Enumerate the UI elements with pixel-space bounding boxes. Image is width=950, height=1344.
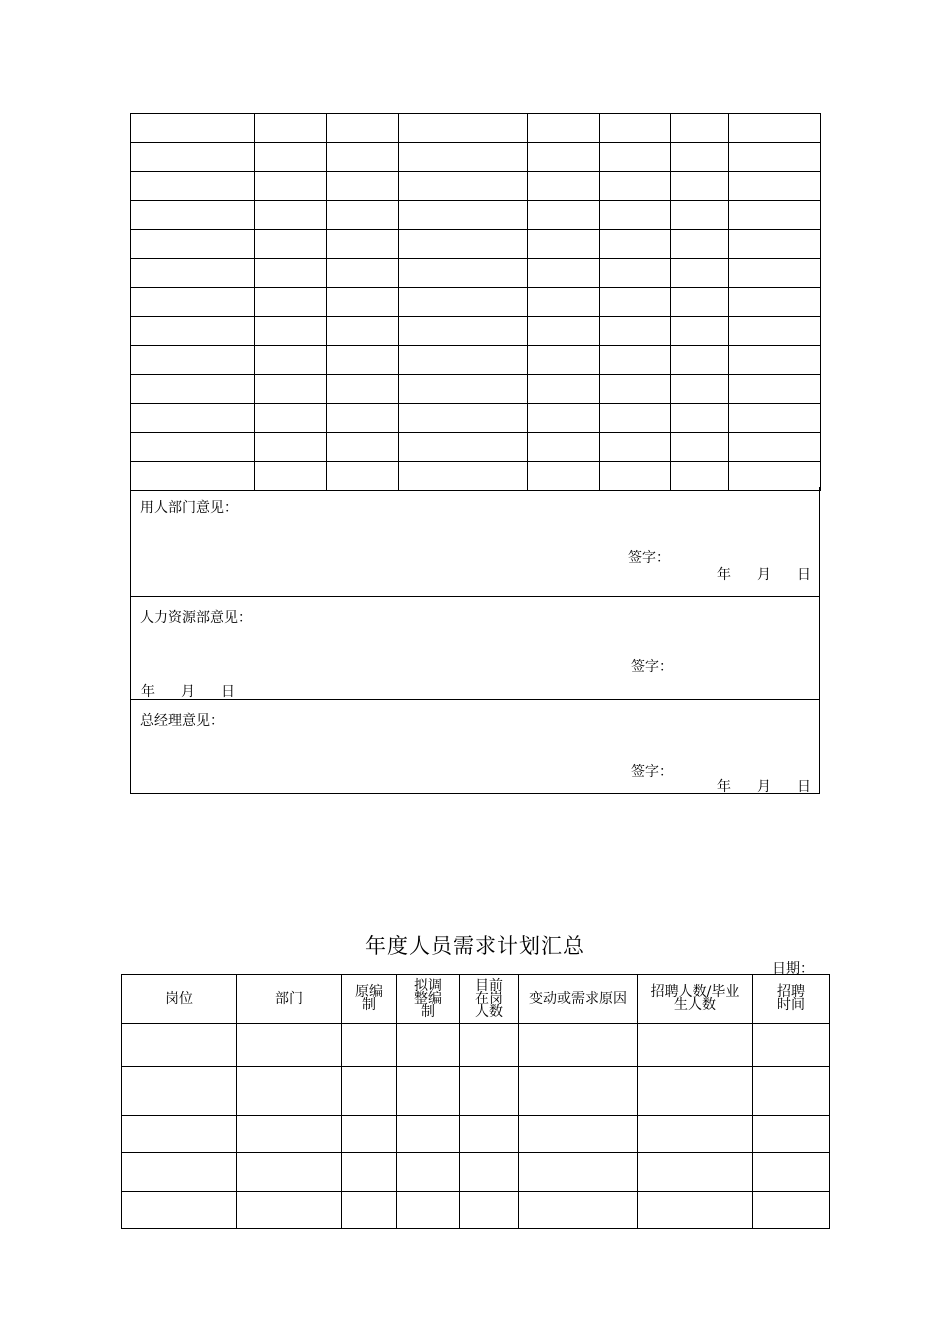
summary-row [122,1153,830,1192]
summary-cell[interactable] [753,1192,830,1229]
form-cell[interactable] [327,288,399,317]
form-cell[interactable] [729,143,821,172]
form-cell[interactable] [671,288,729,317]
form-cell[interactable] [327,143,399,172]
form-row [131,317,821,346]
form-cell[interactable] [131,143,255,172]
form-cell[interactable] [255,201,327,230]
gm-sign-label: 签字： [631,764,673,780]
form-row [131,404,821,433]
form-cell[interactable] [600,201,671,230]
summary-cell[interactable] [122,1116,237,1153]
summary-cell[interactable] [342,1116,397,1153]
form-cell[interactable] [131,114,255,143]
header-change-reason: 变动或需求原因 [519,975,638,1024]
form-cell[interactable] [729,259,821,288]
hr-year-label: 年 [141,684,155,700]
gm-opinion-label: 总经理意见： [140,713,224,729]
form-cell[interactable] [729,404,821,433]
form-cell[interactable] [528,230,600,259]
header-current-staff: 目前在岗人数 [460,975,519,1024]
form-row [131,172,821,201]
form-cell[interactable] [255,143,327,172]
summary-cell[interactable] [342,1153,397,1192]
header-position: 岗位 [122,975,237,1024]
form-cell[interactable] [399,259,528,288]
form-cell[interactable] [528,375,600,404]
summary-cell[interactable] [638,1024,753,1067]
form-row [131,288,821,317]
summary-row [122,1024,830,1067]
form-cell[interactable] [600,433,671,462]
form-cell[interactable] [131,230,255,259]
form-cell[interactable] [327,172,399,201]
form-cell[interactable] [255,230,327,259]
summary-title: 年度人员需求计划汇总 [365,934,585,958]
form-cell[interactable] [528,346,600,375]
summary-cell[interactable] [753,1153,830,1192]
form-cell[interactable] [327,433,399,462]
form-cell[interactable] [327,317,399,346]
summary-cell[interactable] [460,1067,519,1116]
summary-cell[interactable] [753,1024,830,1067]
form-cell[interactable] [131,346,255,375]
form-cell[interactable] [528,259,600,288]
form-cell[interactable] [131,433,255,462]
form-cell[interactable] [327,259,399,288]
form-cell[interactable] [255,404,327,433]
form-cell[interactable] [729,433,821,462]
summary-cell[interactable] [397,1067,460,1116]
form-cell[interactable] [399,288,528,317]
request-form-table [130,113,821,491]
form-cell[interactable] [255,114,327,143]
form-cell[interactable] [600,404,671,433]
hr-month-label: 月 [181,684,195,700]
form-row [131,375,821,404]
form-cell[interactable] [399,114,528,143]
form-cell[interactable] [729,230,821,259]
gm-day-label: 日 [797,779,811,795]
form-cell[interactable] [671,201,729,230]
form-cell[interactable] [255,259,327,288]
summary-row [122,1116,830,1153]
form-cell[interactable] [528,201,600,230]
summary-date-label: 日期： [772,961,814,977]
form-cell[interactable] [671,172,729,201]
form-cell[interactable] [600,317,671,346]
form-cell[interactable] [131,404,255,433]
form-cell[interactable] [131,201,255,230]
form-cell[interactable] [327,201,399,230]
form-cell[interactable] [255,317,327,346]
gm-opinion-section [130,700,820,794]
summary-cell[interactable] [122,1024,237,1067]
form-cell[interactable] [671,404,729,433]
summary-cell[interactable] [638,1116,753,1153]
summary-cell[interactable] [519,1153,638,1192]
form-cell[interactable] [255,433,327,462]
summary-cell[interactable] [397,1116,460,1153]
form-cell[interactable] [671,317,729,346]
summary-cell[interactable] [237,1024,342,1067]
gm-month-label: 月 [757,779,771,795]
header-department: 部门 [237,975,342,1024]
summary-cell[interactable] [237,1192,342,1229]
header-recruit-time: 招聘时间 [753,975,830,1024]
form-cell[interactable] [671,433,729,462]
summary-cell[interactable] [460,1192,519,1229]
dept-opinion-section [130,487,820,597]
form-cell[interactable] [327,114,399,143]
form-cell[interactable] [671,259,729,288]
form-cell[interactable] [671,346,729,375]
dept-month-label: 月 [757,567,771,583]
summary-cell[interactable] [638,1153,753,1192]
form-cell[interactable] [399,317,528,346]
summary-cell[interactable] [237,1067,342,1116]
form-cell[interactable] [600,172,671,201]
form-cell[interactable] [528,317,600,346]
form-cell[interactable] [671,114,729,143]
form-cell[interactable] [729,375,821,404]
form-cell[interactable] [729,346,821,375]
summary-cell[interactable] [397,1024,460,1067]
form-cell[interactable] [528,433,600,462]
summary-cell[interactable] [122,1192,237,1229]
form-cell[interactable] [600,375,671,404]
form-cell[interactable] [729,201,821,230]
summary-cell[interactable] [342,1067,397,1116]
form-cell[interactable] [255,346,327,375]
form-row [131,230,821,259]
summary-cell[interactable] [460,1024,519,1067]
summary-cell[interactable] [519,1116,638,1153]
summary-cell[interactable] [638,1067,753,1116]
summary-row [122,1067,830,1116]
summary-cell[interactable] [342,1192,397,1229]
form-cell[interactable] [528,114,600,143]
form-cell[interactable] [327,404,399,433]
form-cell[interactable] [131,375,255,404]
header-recruit-count: 招聘人数/毕业生人数 [638,975,753,1024]
header-proposed-headcount: 拟调整编制 [397,975,460,1024]
form-cell[interactable] [671,230,729,259]
form-cell[interactable] [528,288,600,317]
form-row [131,346,821,375]
hr-opinion-section [130,597,820,700]
form-row [131,433,821,462]
dept-sign-label: 签字： [628,550,670,566]
form-cell[interactable] [729,172,821,201]
hr-opinion-label: 人力资源部意见： [140,610,252,626]
form-cell[interactable] [399,230,528,259]
form-cell[interactable] [399,201,528,230]
form-cell[interactable] [729,114,821,143]
form-cell[interactable] [131,259,255,288]
form-cell[interactable] [255,375,327,404]
summary-row [122,1192,830,1229]
summary-cell[interactable] [460,1153,519,1192]
form-cell[interactable] [399,404,528,433]
summary-cell[interactable] [753,1116,830,1153]
summary-cell[interactable] [753,1067,830,1116]
form-cell[interactable] [255,288,327,317]
summary-cell[interactable] [460,1116,519,1153]
form-row [131,143,821,172]
form-cell[interactable] [671,143,729,172]
form-row [131,114,821,143]
form-cell[interactable] [528,404,600,433]
form-row [131,259,821,288]
gm-year-label: 年 [717,779,731,795]
form-cell[interactable] [399,346,528,375]
form-cell[interactable] [399,433,528,462]
form-cell[interactable] [131,317,255,346]
summary-cell[interactable] [638,1192,753,1229]
form-cell[interactable] [399,143,528,172]
form-row [131,201,821,230]
form-cell[interactable] [600,230,671,259]
summary-cell[interactable] [519,1192,638,1229]
summary-cell[interactable] [397,1192,460,1229]
summary-cell[interactable] [519,1024,638,1067]
form-cell[interactable] [600,346,671,375]
dept-opinion-label: 用人部门意见： [140,500,238,516]
hr-day-label: 日 [221,684,235,700]
summary-cell[interactable] [397,1153,460,1192]
form-cell[interactable] [255,172,327,201]
hr-sign-label: 签字： [631,659,673,675]
form-cell[interactable] [600,114,671,143]
summary-cell[interactable] [342,1024,397,1067]
form-cell[interactable] [131,288,255,317]
header-original-headcount: 原编制 [342,975,397,1024]
summary-cell[interactable] [237,1153,342,1192]
form-cell[interactable] [600,143,671,172]
form-cell[interactable] [399,375,528,404]
form-cell[interactable] [131,172,255,201]
summary-cell[interactable] [122,1153,237,1192]
form-cell[interactable] [600,259,671,288]
dept-day-label: 日 [797,567,811,583]
dept-year-label: 年 [717,567,731,583]
form-cell[interactable] [327,375,399,404]
form-cell[interactable] [327,346,399,375]
form-cell[interactable] [528,143,600,172]
form-cell[interactable] [399,172,528,201]
form-cell[interactable] [528,172,600,201]
form-cell[interactable] [729,288,821,317]
form-cell[interactable] [729,317,821,346]
summary-table [121,974,830,1229]
form-cell[interactable] [671,375,729,404]
summary-cell[interactable] [237,1116,342,1153]
form-cell[interactable] [327,230,399,259]
form-cell[interactable] [600,288,671,317]
summary-cell[interactable] [519,1067,638,1116]
summary-cell[interactable] [122,1067,237,1116]
